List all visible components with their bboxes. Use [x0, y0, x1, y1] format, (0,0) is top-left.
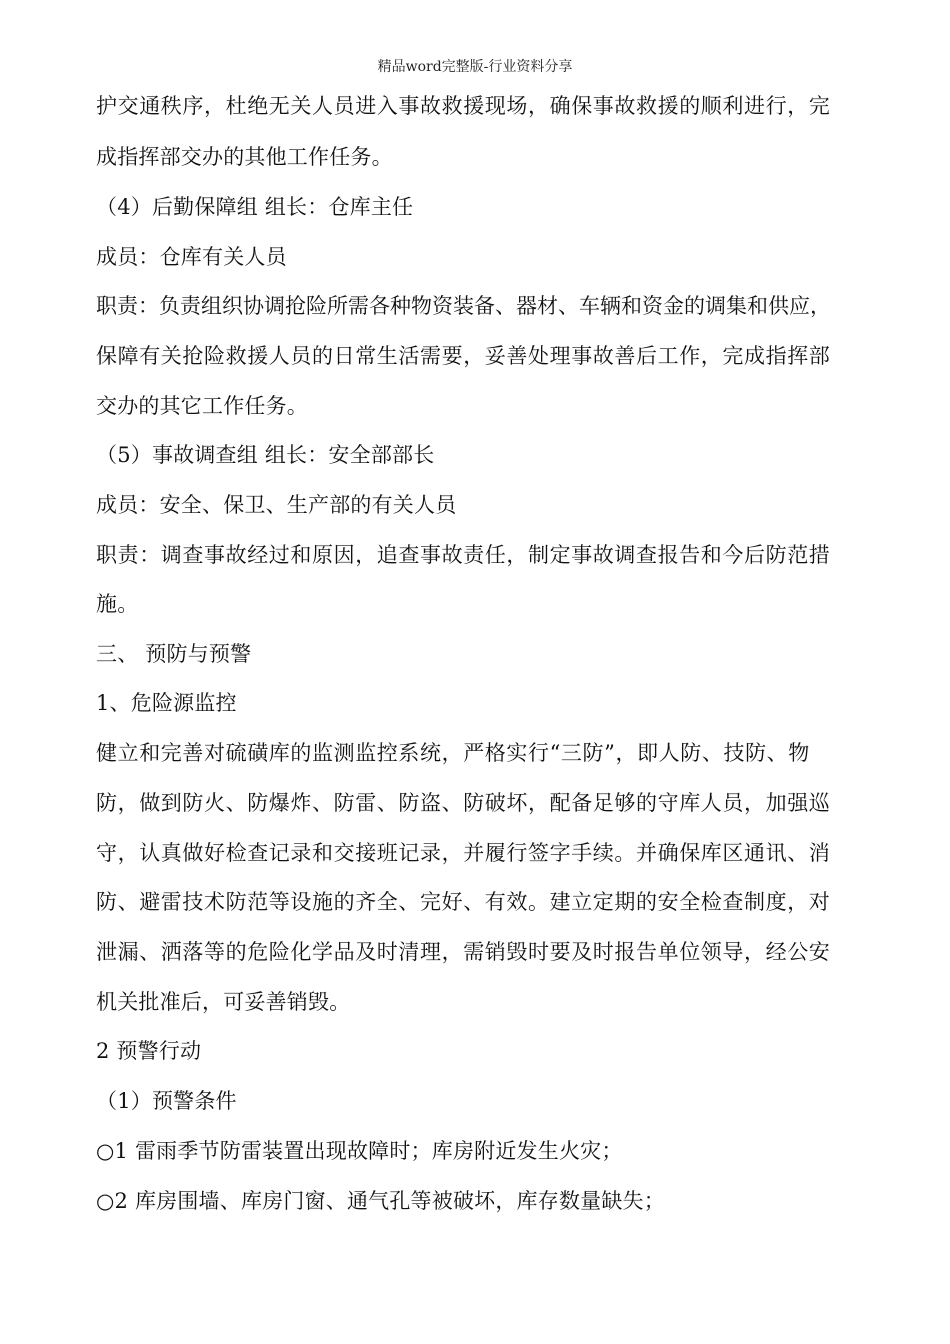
text-line: 守，认真做好检查记录和交接班记录，并履行签字手续。并确保库区通讯、消	[96, 841, 831, 865]
text-line: 健立和完善对硫磺库的监测监控系统，严格实行“三防”，即人防、技防、物	[96, 741, 810, 765]
text-line: 机关批准后，可妥善销毁。	[96, 990, 351, 1014]
text-line: 护交通秩序，杜绝无关人员进入事故救援现场，确保事故救援的顺利进行，完	[96, 94, 831, 118]
text-line: 防，做到防火、防爆炸、防雷、防盗、防破坏，配备足够的守库人员，加强巡	[96, 791, 831, 815]
text-line: 保障有关抢险救援人员的日常生活需要，妥善处理事故善后工作，完成指挥部	[96, 344, 831, 368]
page-header: 精品word完整版-行业资料分享	[377, 59, 573, 75]
text-line: 成指挥部交办的其他工作任务。	[96, 145, 393, 169]
subsection-heading: （1）预警条件	[96, 1089, 237, 1113]
text-line: 施。	[96, 592, 139, 616]
text-line: 职责：调查事故经过和原因，追查事故责任，制定事故调查报告和今后防范措	[96, 543, 831, 567]
section-heading: （4）后勤保障组 组长：仓库主任	[96, 195, 414, 219]
text-line: 防、避雷技术防范等设施的齐全、完好、有效。建立定期的安全检查制度，对	[96, 890, 831, 914]
subsection-heading: 1、危险源监控	[96, 691, 237, 715]
text-line: 交办的其它工作任务。	[96, 394, 308, 418]
list-item: ○1 雷雨季节防雷装置出现故障时；库房附近发生火灾；	[96, 1139, 623, 1163]
subsection-heading: 2 预警行动	[96, 1039, 202, 1063]
section-heading: 三、 预防与预警	[96, 642, 252, 666]
list-item: ○2 库房围墙、库房门窗、通气孔等被破坏，库存数量缺失；	[96, 1189, 665, 1213]
text-line: 职责：负责组织协调抢险所需各种物资装备、器材、车辆和资金的调集和供应，	[96, 294, 831, 318]
text-line: 泄漏、洒落等的危险化学品及时清理，需销毁时要及时报告单位领导，经公安	[96, 940, 831, 964]
section-heading: （5）事故调查组 组长：安全部部长	[96, 443, 435, 467]
text-line: 成员：仓库有关人员	[96, 245, 287, 269]
text-line: 成员：安全、保卫、生产部的有关人员	[96, 493, 457, 517]
